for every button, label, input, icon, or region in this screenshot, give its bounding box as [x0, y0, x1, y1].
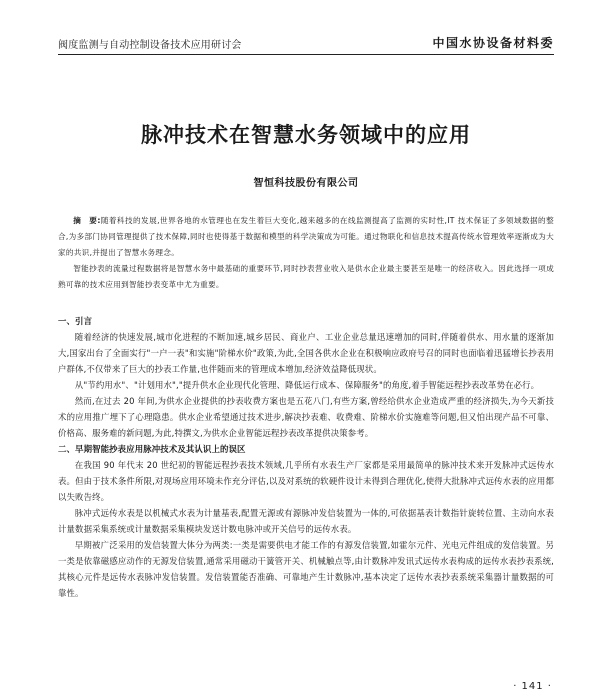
- running-header: [58, 0, 554, 55]
- abstract-paragraph-1: [58, 213, 554, 261]
- body-paragraph-3: 然而,在过去 20 年间,为供水企业提供的抄表收费方案也是五花八门,有些方案,曾经给供水企业造成严重的经济损失,为今天新技术的应用推广埋下了心理隐患。供水企业希望通过技术进步,解决抄表难、收费难、阶梯水价实施难等问题,但又怕出现产品不可靠、价格高、服务难的新问题,为此,特撰文,为供水企业智能远程抄表改革提供决策参考。: [58, 396, 554, 438]
- paper-author: 智恒科技股份有限公司: [253, 178, 359, 189]
- body-paragraph-4: 在我国 90 年代末 20 世纪初的智能远程抄表技术领域,几乎所有水表生产厂家都是采用最简单的脉冲技术来开发脉冲式远传水表。但由于技术条件所限,对现场应用环境未作充分评估,以及对系统的软硬件设计未得到合理优化,使得大批脉冲式远传水表的应用都以失败告终。: [58, 460, 554, 502]
- body-paragraph-1: 随着经济的快速发展,城市化进程的不断加速,城乡居民、商业户、工业企业总量迅速增加的同时,伴随着供水、用水量的逐渐加大,国家出台了全面实行"一户一表"和实施"阶梯水价"政策,为此,全国各供水企业在积极响应政府号召的同时也面临着迅猛增长抄表用户群体,不仅带来了巨大的抄表工作量,也伴随而来的管理成本增加,经济效益降低现状。: [58, 332, 554, 374]
- paper-title: 脉冲技术在智慧水务领域中的应用: [141, 122, 471, 147]
- page-number: · 141 ·: [513, 681, 552, 692]
- abstract: [58, 213, 554, 293]
- section-heading-introduction: 一、引言: [58, 316, 93, 326]
- abstract-paragraph-2: 智能抄表的流量过程数据将是智慧水务中最基础的重要环节,同时抄表营业收入是供水企业最主要甚至是唯一的经济收入。因此选择一项成熟可靠的技术应用到智能抄表变革中尤为重要。: [58, 264, 554, 289]
- header-conference-name: 阀度监测与自动控制设备技术应用研讨会: [58, 40, 242, 51]
- body-paragraph-2: 从"节约用水"、"计划用水","提升供水企业现代化管理、降低运行成本、保障服务"的角度,着手智能远程抄表改革势在必行。: [74, 380, 540, 390]
- body-paragraph-5: 脉冲式远传水表是以机械式水表为计量基表,配置无源或有源脉冲发信装置为一体的,可依据基表计数指针旋转位置、主动向水表计量数据采集系统或计量数据采集模块发送计数电脉冲或开关信号的远传水表。: [58, 508, 554, 534]
- header-committee-name: 中国水协设备材料委: [432, 36, 554, 50]
- abstract-label: 摘 要:: [73, 216, 101, 225]
- section-heading-early-pulse-tech: 二、早期智能抄表应用脉冲技术及其认识上的误区: [58, 444, 246, 454]
- body-paragraph-6: 早期被广泛采用的发信装置大体分为两类:一类是需要供电才能工作的有源发信装置,如霍尔元件、光电元件组成的发信装置。另一类是依靠磁感应动作的无源发信装置,通常采用磁动干簧管开关、机械触点等,由计数脉冲发讯式远传水表构成的远传水表抄表系统,其核心元件是远传水表脉冲发信装置。发信装置能否准确、可靠地产生计数脉冲,基本决定了远传水表抄表系统采集器计量数据的可靠性。: [58, 540, 554, 598]
- abstract-text-1: 随着科技的发展,世界各地的水管理也在发生着巨大变化,越来越多的在线监测提高了监测的实时性,IT 技术保证了多领域数据的整合,为多部门协同管理提供了技术保障,同时也使得基于数据和模型的科学决策成为可能。通过物联化和信息技术提高传统水管理效率逐渐成为大家的共识,并提出了智慧水务理念。: [58, 216, 554, 257]
- body-text: [58, 313, 554, 601]
